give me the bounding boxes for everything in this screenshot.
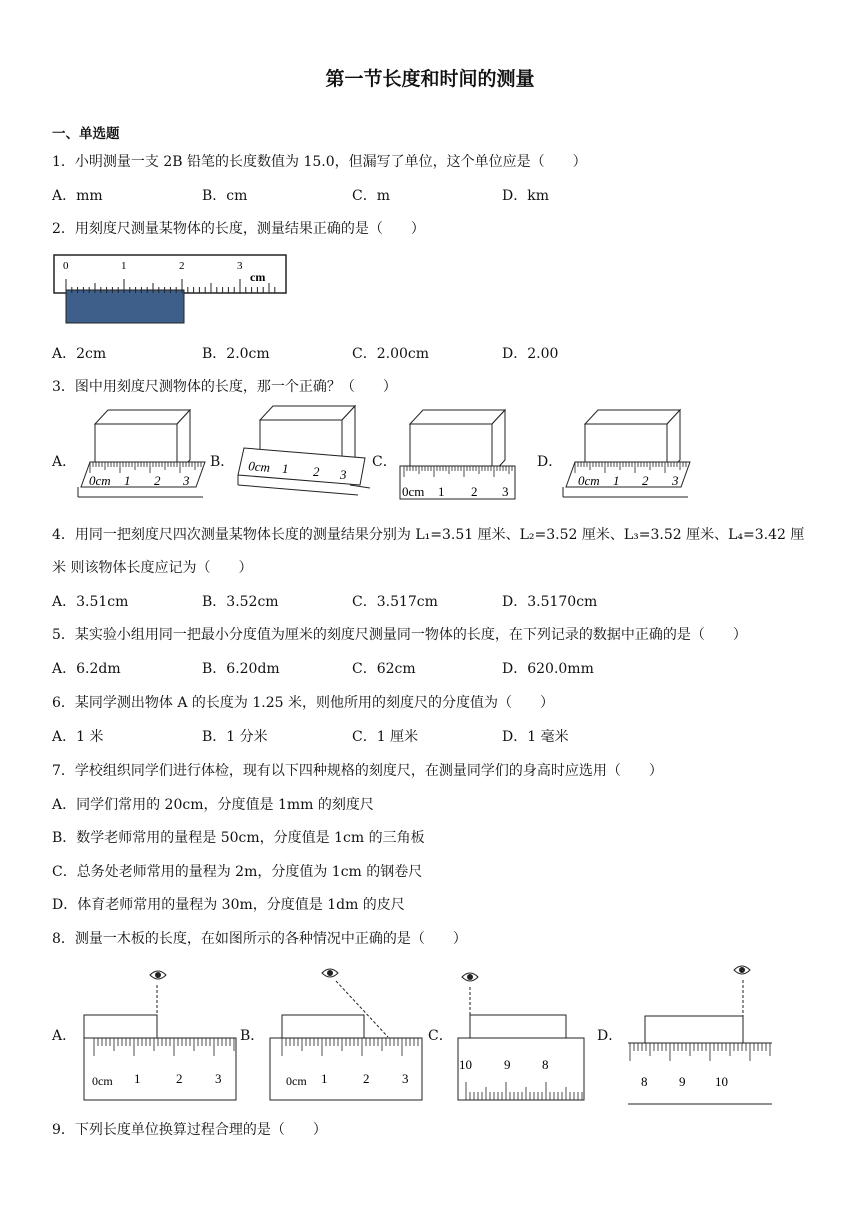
q7-option-b: B．数学老师常用的量程是 50cm，分度值是 1cm 的三角板 — [52, 830, 425, 846]
q8a-unit: 0cm — [92, 1074, 113, 1088]
q2-object-block — [66, 290, 184, 323]
q8a-tick-3: 3 — [215, 1071, 222, 1086]
question-3-stem: 3．图中用刻度尺测物体的长度，那一个正确？（ ） — [52, 379, 397, 395]
q8-label-a: A． — [52, 1028, 77, 1044]
question-4-stem-line2: 米 则该物体长度应记为（ ） — [52, 560, 253, 576]
q8-figure-c — [452, 965, 592, 1105]
q3a-tick-1: 1 — [124, 473, 131, 488]
q2-option-a: A．2cm — [52, 346, 107, 362]
q4-option-c: C．3.517cm — [352, 594, 438, 610]
q3a-tick-3: 3 — [183, 473, 190, 488]
q1-option-a: A．mm — [52, 188, 103, 204]
q6-option-b: B．1 分米 — [202, 729, 268, 745]
q8-label-b: B． — [240, 1028, 265, 1044]
q8d-tick-8: 8 — [641, 1074, 648, 1089]
q8d-tick-10: 10 — [715, 1074, 728, 1089]
q4-option-b: B．3.52cm — [202, 594, 279, 610]
q8-label-c: C． — [428, 1028, 453, 1044]
q3c-tick-3: 3 — [502, 484, 509, 499]
q7-option-a: A．同学们常用的 20cm，分度值是 1mm 的刻度尺 — [52, 797, 374, 813]
q3b-tick-3: 3 — [340, 467, 347, 482]
q8c-tick-10: 10 — [459, 1057, 472, 1072]
q5-option-d: D．620.0mm — [502, 661, 594, 677]
question-9-stem: 9．下列长度单位换算过程合理的是（ ） — [52, 1122, 327, 1138]
q3d-tick-1: 1 — [613, 473, 620, 488]
q2-ruler-figure — [50, 250, 292, 330]
q6-option-a: A．1 米 — [52, 729, 104, 745]
eye-icon — [462, 973, 478, 981]
question-2-stem: 2．用刻度尺测量某物体的长度，测量结果正确的是（ ） — [52, 221, 425, 237]
q8b-unit: 0cm — [286, 1074, 307, 1088]
q5-option-b: B．6.20dm — [202, 661, 280, 677]
q8-figure-d — [622, 958, 777, 1108]
q3b-tick-1: 1 — [282, 461, 289, 476]
q8b-tick-2: 2 — [363, 1071, 370, 1086]
question-6-stem: 6．某同学测出物体 A 的长度为 1.25 米，则他所用的刻度尺的分度值为（ ） — [52, 695, 554, 711]
eye-icon — [322, 969, 338, 977]
q5-option-a: A．6.2dm — [52, 661, 121, 677]
q7-option-d: D．体育老师常用的量程为 30m，分度值是 1dm 的皮尺 — [52, 897, 405, 913]
q8-label-d: D． — [597, 1028, 623, 1044]
question-7-stem: 7．学校组织同学们进行体检，现有以下四种规格的刻度尺，在测量同学们的身高时应选用（ ） — [52, 763, 663, 779]
q8b-tick-3: 3 — [402, 1071, 409, 1086]
q3d-tick-3: 3 — [672, 473, 679, 488]
q3-figure-d — [560, 402, 695, 502]
q2-tick-label-3: 3 — [237, 260, 243, 272]
q2-option-c: C．2.00cm — [352, 346, 429, 362]
eye-icon — [150, 971, 166, 979]
q2-tick-label-1: 1 — [121, 260, 127, 272]
q5-option-c: C．62cm — [352, 661, 416, 677]
q3c-unit: 0cm — [402, 484, 425, 499]
q3-figure-a — [75, 402, 210, 502]
q1-option-b: B．cm — [202, 188, 248, 204]
q3d-unit: 0cm — [578, 473, 600, 488]
q8a-tick-2: 2 — [176, 1071, 183, 1086]
question-8-stem: 8．测量一木板的长度，在如图所示的各种情况中正确的是（ ） — [52, 931, 467, 947]
question-4-stem-line1: 4．用同一把刻度尺四次测量某物体长度的测量结果分别为 L₁=3.51 厘米、L₂=3.52 厘米、L₃=3.52 厘米、L₄=3.42 厘 — [52, 527, 805, 543]
q3-figure-c — [392, 402, 524, 502]
q3b-tick-2: 2 — [313, 464, 320, 479]
q3-label-a: A． — [52, 454, 77, 470]
q6-option-c: C．1 厘米 — [352, 729, 419, 745]
q8c-tick-8: 8 — [542, 1057, 549, 1072]
q3c-tick-2: 2 — [471, 484, 478, 499]
q8-figure-b — [266, 965, 426, 1105]
q4-option-a: A．3.51cm — [52, 594, 129, 610]
q2-tick-label-0: 0 — [63, 260, 69, 272]
q3b-unit: 0cm — [247, 458, 271, 475]
q8d-tick-9: 9 — [679, 1074, 686, 1089]
q8-figure-a — [70, 965, 240, 1105]
q3-label-b: B． — [210, 454, 235, 470]
eye-icon — [734, 966, 750, 974]
q3a-tick-2: 2 — [154, 473, 161, 488]
q6-option-d: D．1 毫米 — [502, 729, 569, 745]
q1-option-c: C．m — [352, 188, 390, 204]
q2-option-b: B．2.0cm — [202, 346, 270, 362]
q2-unit-label: cm — [250, 270, 266, 284]
q4-option-d: D．3.5170cm — [502, 594, 598, 610]
q3-figure-b — [230, 400, 375, 500]
q3-label-c: C． — [372, 454, 397, 470]
q7-option-c: C．总务处老师常用的量程为 2m，分度值为 1cm 的钢卷尺 — [52, 864, 423, 880]
section-heading: 一、单选题 — [52, 126, 120, 142]
q3d-tick-2: 2 — [642, 473, 649, 488]
q2-tick-label-2: 2 — [179, 260, 185, 272]
q3c-tick-1: 1 — [438, 484, 445, 499]
q3a-unit: 0cm — [89, 473, 111, 488]
q8b-tick-1: 1 — [321, 1071, 328, 1086]
q1-option-d: D．km — [502, 188, 549, 204]
q3-label-d: D． — [537, 454, 563, 470]
page-title: 第一节长度和时间的测量 — [325, 68, 535, 90]
q2-option-d: D．2.00 — [502, 346, 559, 362]
q8a-tick-1: 1 — [134, 1071, 141, 1086]
question-5-stem: 5．某实验小组用同一把最小分度值为厘米的刻度尺测量同一物体的长度，在下列记录的数据中正确的是（ ） — [52, 627, 747, 643]
q8c-tick-9: 9 — [504, 1057, 511, 1072]
question-1-stem: 1．小明测量一支 2B 铅笔的长度数值为 15.0，但漏写了单位，这个单位应是（ ） — [52, 154, 587, 170]
